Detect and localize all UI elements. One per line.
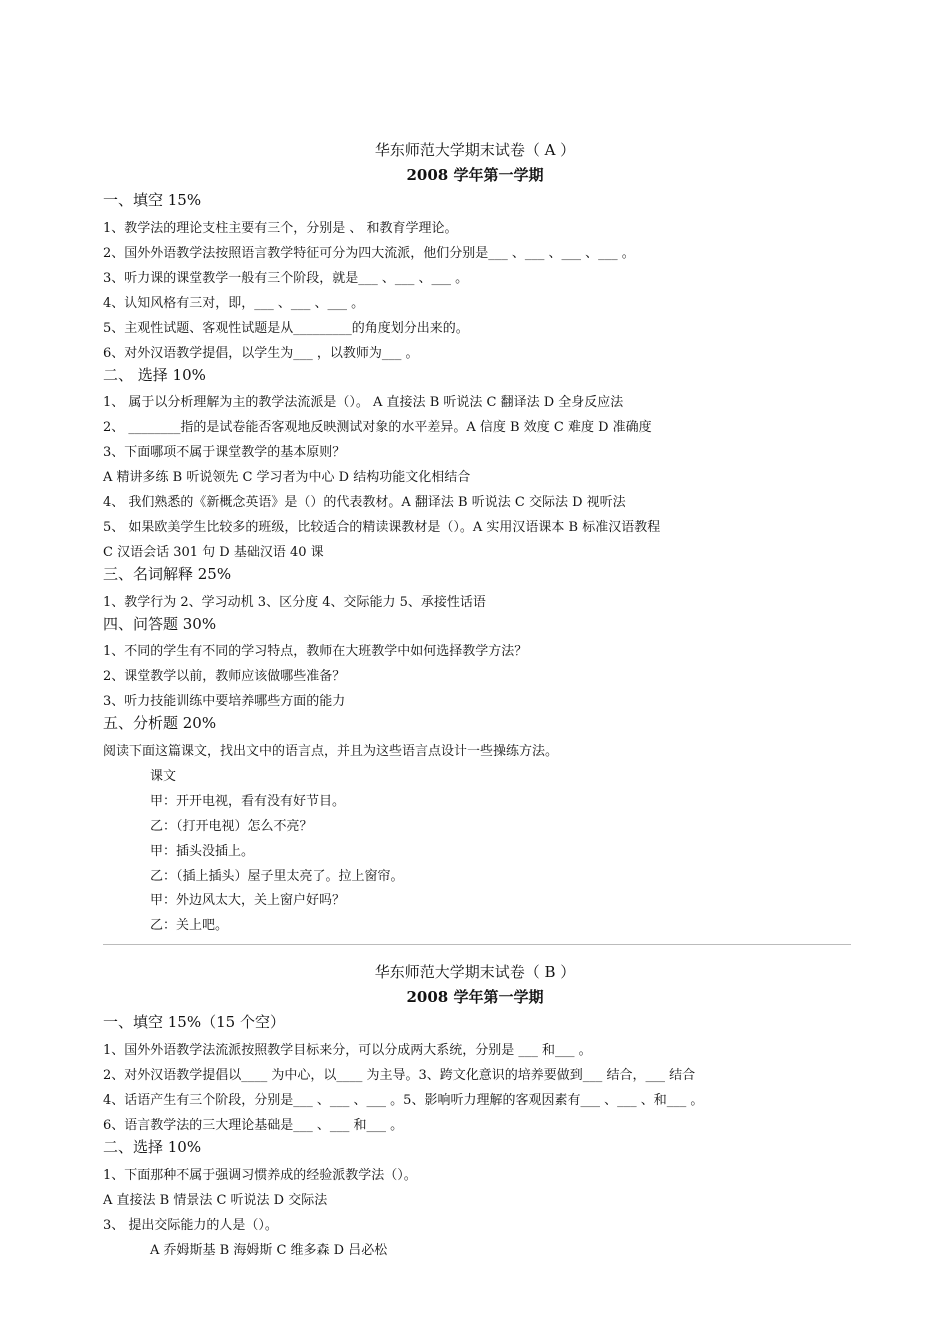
question-line: C 汉语会话 301 句 D 基础汉语 40 课 xyxy=(103,545,324,560)
paper-a-section4-heading: 四、问答题 30% xyxy=(103,615,217,633)
question-line: 1、下面那种不属于强调习惯养成的经验派教学法（）。 xyxy=(103,1168,417,1183)
question-line: 5、 如果欧美学生比较多的班级，比较适合的精读课教材是（）。A 实用汉语课本 B 标准汉语教程 xyxy=(103,520,661,535)
question-line: 1、国外外语教学法流派按照教学目标来分，可以分成两大系统，分别是 ___ 和___ 。 xyxy=(103,1043,592,1058)
question-line: 1、不同的学生有不同的学习特点，教师在大班教学中如何选择教学方法？ xyxy=(103,644,528,659)
question-line: 2、对外汉语教学提倡以____ 为中心，以____ 为主导。3、跨文化意识的培养要做到___ 结合，___ 结合 xyxy=(103,1068,696,1083)
question-line: A 精讲多练 B 听说领先 C 学习者为中心 D 结构功能文化相结合 xyxy=(103,470,471,485)
dialogue-line: 甲：开开电视，看有没有好节目。 xyxy=(150,794,346,809)
dialogue-line: 课文 xyxy=(150,769,177,784)
question-line: 4、话语产生有三个阶段，分别是___ 、___ 、___ 。5、影响听力理解的客观因素有___ 、___ 、和___ 。 xyxy=(103,1093,704,1108)
paper-b-subtitle: 2008 学年第一学期 xyxy=(406,988,544,1006)
question-line: 1、教学行为 2、学习动机 3、区分度 4、交际能力 5、承接性话语 xyxy=(103,595,486,610)
question-line: 1、 属于以分析理解为主的教学法流派是（）。 A 直接法 B 听说法 C 翻译法 D 全身反应法 xyxy=(103,395,624,410)
question-line: A 直接法 B 情景法 C 听说法 D 交际法 xyxy=(103,1193,328,1208)
question-line: 6、语言教学法的三大理论基础是___ 、___ 和___ 。 xyxy=(103,1118,404,1133)
question-line: 1、教学法的理论支柱主要有三个，分别是 、 和教育学理论。 xyxy=(103,221,458,236)
paper-b-title: 华东师范大学期末试卷（ B ） xyxy=(374,963,576,981)
question-line: 5、主观性试题、客观性试题是从_________的角度划分出来的。 xyxy=(103,321,469,336)
question-line: 6、对外汉语教学提倡，以学生为___ ，以教师为___ 。 xyxy=(103,346,419,361)
question-line: A 乔姆斯基 B 海姆斯 C 维多森 D 吕必松 xyxy=(150,1243,388,1258)
paper-a-title: 华东师范大学期末试卷（ A ） xyxy=(374,141,576,159)
question-line: 3、 提出交际能力的人是（）。 xyxy=(103,1218,278,1233)
question-line: 2、 ________指的是试卷能否客观地反映测试对象的水平差异。A 信度 B 效度 C 难度 D 准确度 xyxy=(103,420,652,435)
paper-b-section1-heading: 一、填空 15%（15 个空） xyxy=(103,1013,285,1031)
question-line: 阅读下面这篇课文，找出文中的语言点，并且为这些语言点设计一些操练方法。 xyxy=(103,744,559,759)
dialogue-line: 乙：（插上插头）屋子里太亮了。拉上窗帘。 xyxy=(150,869,404,884)
page-divider xyxy=(103,944,851,945)
question-line: 4、 我们熟悉的《新概念英语》是（）的代表教材。A 翻译法 B 听说法 C 交际法 D 视听法 xyxy=(103,495,626,510)
dialogue-line: 甲：插头没插上。 xyxy=(150,844,255,859)
paper-a-subtitle: 2008 学年第一学期 xyxy=(406,166,544,184)
dialogue-line: 乙：（打开电视）怎么不亮？ xyxy=(150,819,313,834)
question-line: 3、下面哪项不属于课堂教学的基本原则？ xyxy=(103,445,346,460)
question-line: 2、国外外语教学法按照语言教学特征可分为四大流派，他们分别是___ 、___ 、___ 、___ 。 xyxy=(103,246,635,261)
paper-b-section2-heading: 二、选择 10% xyxy=(103,1138,202,1156)
dialogue-line: 甲：外边风太大，关上窗户好吗？ xyxy=(150,893,346,908)
paper-a-section2-heading: 二、 选择 10% xyxy=(103,366,206,384)
question-line: 4、认知风格有三对，即，___ 、___ 、___ 。 xyxy=(103,296,365,311)
question-line: 3、听力课的课堂教学一般有三个阶段，就是___ 、___ 、___ 。 xyxy=(103,271,469,286)
paper-a-section5-heading: 五、分析题 20% xyxy=(103,714,217,732)
question-line: 2、课堂教学以前，教师应该做哪些准备？ xyxy=(103,669,346,684)
paper-a-section3-heading: 三、名词解释 25% xyxy=(103,565,232,583)
dialogue-line: 乙：关上吧。 xyxy=(150,918,229,933)
question-line: 3、听力技能训练中要培养哪些方面的能力 xyxy=(103,694,346,709)
paper-a-section1-heading: 一、填空 15% xyxy=(103,191,202,209)
